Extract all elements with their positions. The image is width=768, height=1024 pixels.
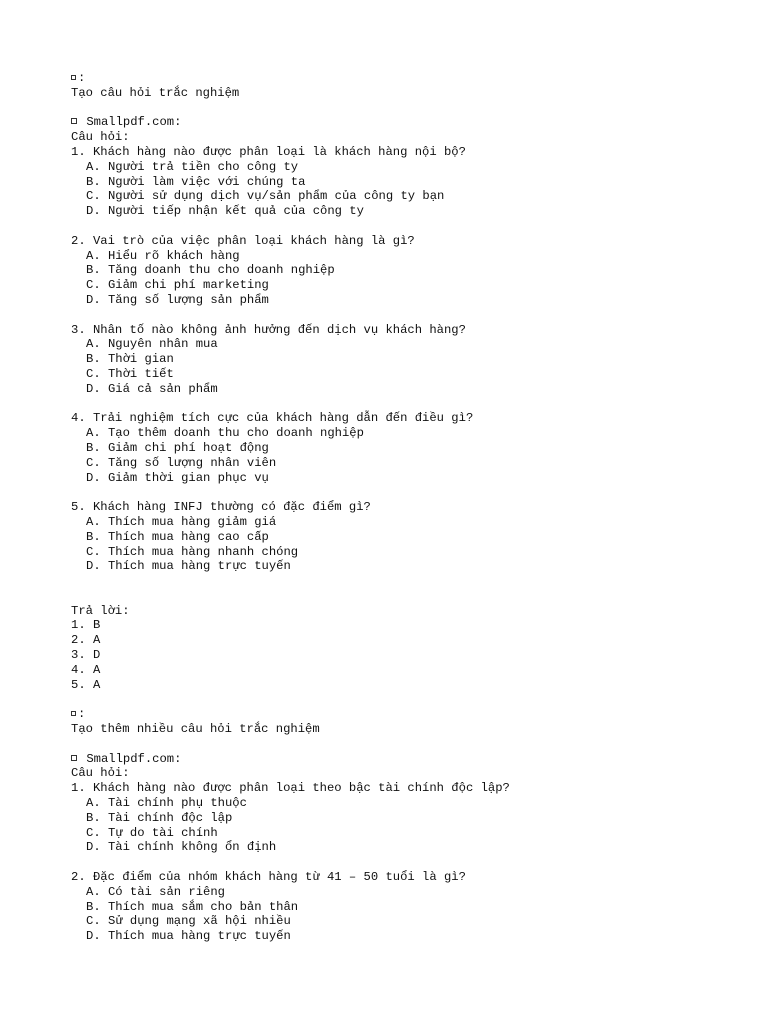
question-text: 2. Đặc điểm của nhóm khách hàng từ 41 – 50 tuổi là gì?: [71, 870, 466, 885]
question-1-5: [71, 500, 751, 574]
source-label-1: Smallpdf.com:: [71, 115, 751, 130]
prompt-2: Tạo thêm nhiều câu hỏi trắc nghiệm: [71, 722, 320, 737]
question-text: 4. Trải nghiệm tích cực của khách hàng dẫn đến điều gì?: [71, 411, 474, 426]
option: A. Thích mua hàng giảm giá: [86, 514, 277, 529]
option: A. Tạo thêm doanh thu cho doanh nghiệp: [86, 426, 364, 441]
option: C. Sử dụng mạng xã hội nhiều: [86, 914, 291, 929]
answer-item: 2. A: [71, 633, 101, 648]
option: B. Thích mua hàng cao cấp: [86, 529, 269, 544]
question-text: 2. Vai trò của việc phân loại khách hàng là gì?: [71, 233, 415, 248]
option: A. Hiểu rõ khách hàng: [86, 248, 240, 263]
option: A. Tài chính phụ thuộc: [86, 796, 247, 811]
answer-item: 1. B: [71, 618, 101, 633]
source-label-2: Smallpdf.com:: [71, 752, 751, 767]
questions-heading-1: Câu hỏi:: [71, 130, 130, 145]
user-label-1: :: [71, 71, 751, 86]
option: D. Thích mua hàng trực tuyến: [86, 559, 291, 574]
option: D. Tài chính không ổn định: [86, 840, 277, 855]
option: B. Thời gian: [86, 352, 174, 367]
prompt-1: Tạo câu hỏi trắc nghiệm: [71, 85, 240, 100]
option: C. Thích mua hàng nhanh chóng: [86, 544, 299, 559]
option: A. Có tài sản riêng: [86, 884, 225, 899]
option: A. Nguyên nhân mua: [86, 337, 218, 352]
bot-icon: [71, 118, 77, 124]
option: C. Tăng số lượng nhân viên: [86, 455, 277, 470]
question-1-2: [71, 234, 751, 308]
option: D. Thích mua hàng trực tuyến: [86, 929, 291, 944]
question-1-1: [71, 145, 751, 219]
option: D. Tăng số lượng sản phẩm: [86, 292, 269, 307]
answer-item: 5. A: [71, 677, 101, 692]
question-text: 3. Nhân tố nào không ảnh hưởng đến dịch vụ khách hàng?: [71, 322, 466, 337]
option: C. Thời tiết: [86, 366, 174, 381]
option: D. Giá cả sản phẩm: [86, 381, 218, 396]
option: B. Giảm chi phí hoạt động: [86, 440, 269, 455]
option: A. Người trả tiền cho công ty: [86, 159, 299, 174]
questions-heading-2: Câu hỏi:: [71, 766, 130, 781]
option: C. Tự do tài chính: [86, 825, 218, 840]
option: D. Giảm thời gian phục vụ: [86, 470, 269, 485]
answer-item: 4. A: [71, 662, 101, 677]
option: C. Người sử dụng dịch vụ/sản phẩm của công ty bạn: [86, 189, 445, 204]
document-page: [71, 71, 751, 944]
question-text: 1. Khách hàng nào được phân loại là khách hàng nội bộ?: [71, 144, 466, 159]
user-icon: [71, 711, 76, 716]
question-2-1: [71, 781, 751, 855]
question-1-3: [71, 323, 751, 397]
question-2-2: [71, 870, 751, 944]
option: B. Thích mua sắm cho bản thân: [86, 899, 299, 914]
answers-heading: Trả lời:: [71, 603, 130, 618]
bot-icon: [71, 755, 77, 761]
option: B. Người làm việc với chúng ta: [86, 174, 306, 189]
question-text: 5. Khách hàng INFJ thường có đặc điểm gì?: [71, 500, 371, 515]
question-1-4: [71, 411, 751, 485]
user-icon: [71, 75, 76, 80]
option: B. Tài chính độc lập: [86, 810, 233, 825]
option: D. Người tiếp nhận kết quả của công ty: [86, 204, 364, 219]
answer-item: 3. D: [71, 648, 101, 663]
user-label-2: :: [71, 707, 751, 722]
option: B. Tăng doanh thu cho doanh nghiệp: [86, 263, 335, 278]
option: C. Giảm chi phí marketing: [86, 278, 269, 293]
question-text: 1. Khách hàng nào được phân loại theo bậc tài chính độc lập?: [71, 781, 510, 796]
